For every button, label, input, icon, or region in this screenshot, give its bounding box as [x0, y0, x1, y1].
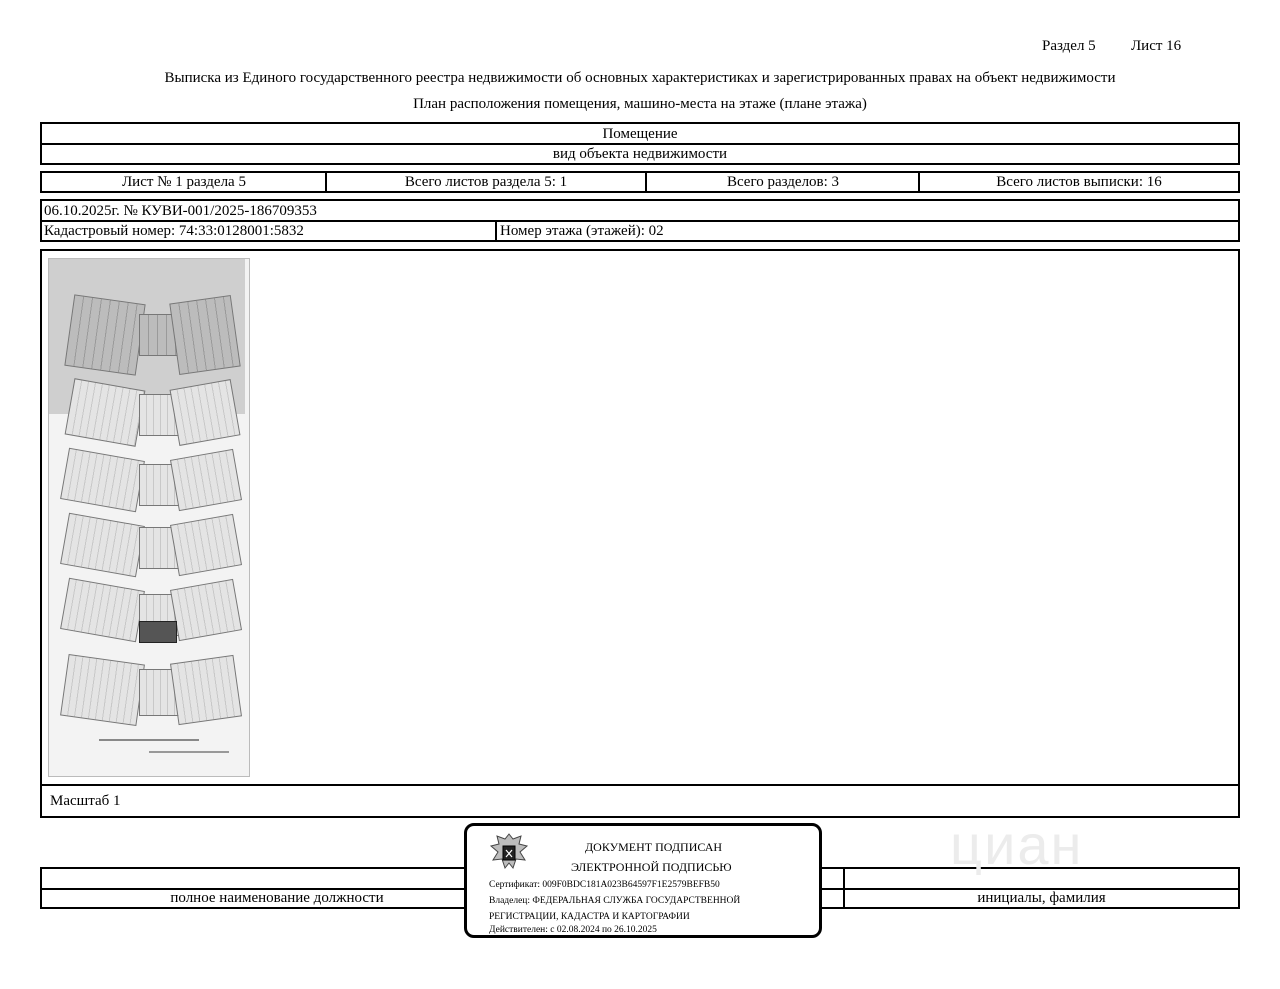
name-label: инициалы, фамилия [977, 889, 1106, 906]
object-name: Помещение [602, 125, 678, 142]
plan-wing [64, 294, 145, 375]
plan-wing [169, 295, 240, 375]
total-sections: Всего разделов: 3 [726, 173, 840, 190]
stamp-certificate: Сертификат: 009F0BDC181A023B64597F1E2579BEFB50 [489, 880, 720, 890]
document-subtitle: План расположения помещения, машино-места на этаже (плане этажа) [413, 96, 867, 112]
divider [42, 784, 1238, 786]
plan-wing [170, 514, 242, 576]
plan-wing [65, 378, 146, 447]
highlighted-premises [139, 621, 177, 643]
plan-wing [60, 654, 145, 726]
date-number: 06.10.2025г. № КУВИ-001/2025-186709353 [44, 202, 317, 219]
info-block [40, 199, 1240, 242]
total-section-sheets: Всего листов раздела 5: 1 [404, 173, 568, 190]
sheets-row [40, 171, 1240, 193]
scale-label: Масштаб 1 [50, 792, 121, 809]
plan-wing [170, 655, 242, 725]
plan-wing [170, 379, 241, 446]
plan-wing [60, 513, 145, 578]
stamp-line-2: ЭЛЕКТРОННОЙ ПОДПИСЬЮ [571, 860, 732, 874]
coat-of-arms-icon [487, 830, 531, 874]
stamp-owner-1: Владелец: ФЕДЕРАЛЬНАЯ СЛУЖБА ГОСУДАРСТВЕННОЙ [489, 896, 741, 906]
sheet-number: Лист 16 [1131, 38, 1182, 54]
floor-number: Номер этажа (этажей): 02 [500, 222, 664, 239]
plan-wing [60, 448, 145, 513]
plan-wing [170, 579, 242, 641]
plan-caption-line [149, 751, 229, 753]
section-number: Раздел 5 [1042, 38, 1096, 54]
stamp-owner-2: РЕГИСТРАЦИИ, КАДАСТРА И КАРТОГРАФИИ [489, 912, 690, 922]
cadastral-number: Кадастровый номер: 74:33:0128001:5832 [44, 222, 304, 239]
document-title: Выписка из Единого государственного реестра недвижимости об основных характеристиках и зарегистрированных правах на объект недвижимости [164, 70, 1116, 86]
position-label: полное наименование должности [170, 889, 384, 906]
object-block [40, 122, 1240, 165]
plan-caption-line [99, 739, 199, 741]
plan-wing [170, 449, 242, 511]
sheet-of-section: Лист № 1 раздела 5 [122, 173, 246, 190]
object-kind: вид объекта недвижимости [552, 145, 728, 162]
plan-wing [60, 578, 145, 643]
floor-plan-image [48, 258, 250, 777]
watermark-text: циан [950, 813, 1084, 876]
total-extract-sheets: Всего листов выписки: 16 [996, 173, 1162, 190]
stamp-valid: Действителен: с 02.08.2024 по 26.10.2025 [489, 925, 657, 935]
stamp-line-1: ДОКУМЕНТ ПОДПИСАН [585, 840, 723, 854]
e-signature-stamp [464, 823, 822, 938]
divider [495, 220, 497, 240]
